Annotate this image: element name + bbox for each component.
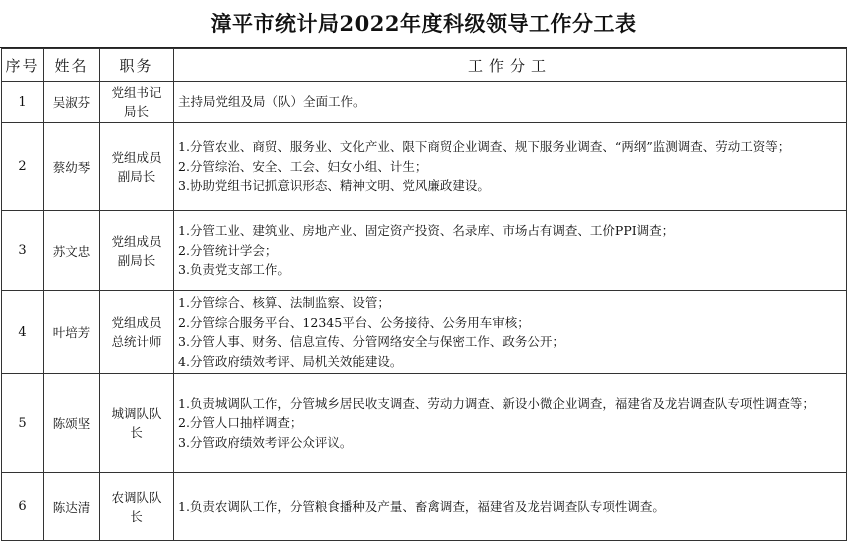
duty-line: 1.分管综合、核算、法制监察、设管； [178,295,390,310]
duty-line: 2.分管人口抽样调查； [178,415,303,431]
duty-line: 4.分管政府绩效考评、局机关效能建设。 [178,353,403,369]
cell-no: 5 [2,374,44,473]
cell-work [174,82,847,123]
header-work: 工作分工 [174,49,847,82]
duty-line: 2.分管综治、安全、工会、妇女小组、计生； [178,158,428,174]
duty-line: 主持局党组及局（队）全面工作。 [178,94,366,110]
cell-position: 党组书记局长 [100,82,174,123]
cell-position: 党组成员副局长 [100,211,174,291]
table-row [2,291,847,374]
duty-line: 3.分管人事、财务、信息宣传、分管网络安全与保密工作、政务公开； [178,334,565,349]
table-header-row [2,49,847,82]
duty-line: 3.协助党组书记抓意识形态、精神文明、党风廉政建设。 [178,178,490,194]
header-name: 姓名 [44,49,100,82]
cell-work [174,473,847,541]
duty-line: 3.分管政府绩效考评公众评议。 [178,434,353,450]
table-row [2,374,847,473]
duty-line: 1.分管农业、商贸、服务业、文化产业、限下商贸企业调查、规下服务业调查、“两纲”监测调查、劳动工资等； [178,139,791,155]
table-row [2,211,847,291]
table-row [2,82,847,123]
duty-line: 2.分管统计学会； [178,242,278,258]
cell-work [174,374,847,473]
page-title: 漳平市统计局2022年度科级领导工作分工表 [0,0,847,48]
cell-work [174,291,847,374]
cell-name: 叶培芳 [44,291,100,374]
cell-work [174,211,847,291]
header-position: 职务 [100,49,174,82]
cell-name: 陈达清 [44,473,100,541]
duty-line: 1.分管工业、建筑业、房地产业、固定资产投资、名录库、市场占有调查、工价PPI调查； [178,223,675,239]
cell-position: 党组成员副局长 [100,123,174,211]
table-row [2,123,847,211]
header-no: 序号 [2,49,44,82]
duty-line: 3.负责党支部工作。 [178,262,290,278]
cell-name: 陈颂坚 [44,374,100,473]
cell-no: 6 [2,473,44,541]
duty-table [1,48,847,541]
cell-no: 2 [2,123,44,211]
cell-position: 党组成员总统计师 [100,291,174,374]
table-row [2,473,847,541]
cell-no: 4 [2,291,44,374]
cell-position: 城调队队长 [100,374,174,473]
cell-position: 农调队队长 [100,473,174,541]
cell-work [174,123,847,211]
cell-name: 吴淑芬 [44,82,100,123]
duty-line: 1.负责农调队工作，分管粮食播种及产量、畜禽调查，福建省及龙岩调查队专项性调查。 [178,498,665,514]
cell-no: 1 [2,82,44,123]
duty-line: 2.分管综合服务平台、12345平台、公务接待、公务用车审核； [178,314,530,330]
cell-name: 蔡幼琴 [44,123,100,211]
cell-no: 3 [2,211,44,291]
cell-name: 苏文忠 [44,211,100,291]
duty-line: 1.负责城调队工作，分管城乡居民收支调查、劳动力调查、新设小微企业调查，福建省及龙岩调查队专项性调查等； [178,395,815,411]
